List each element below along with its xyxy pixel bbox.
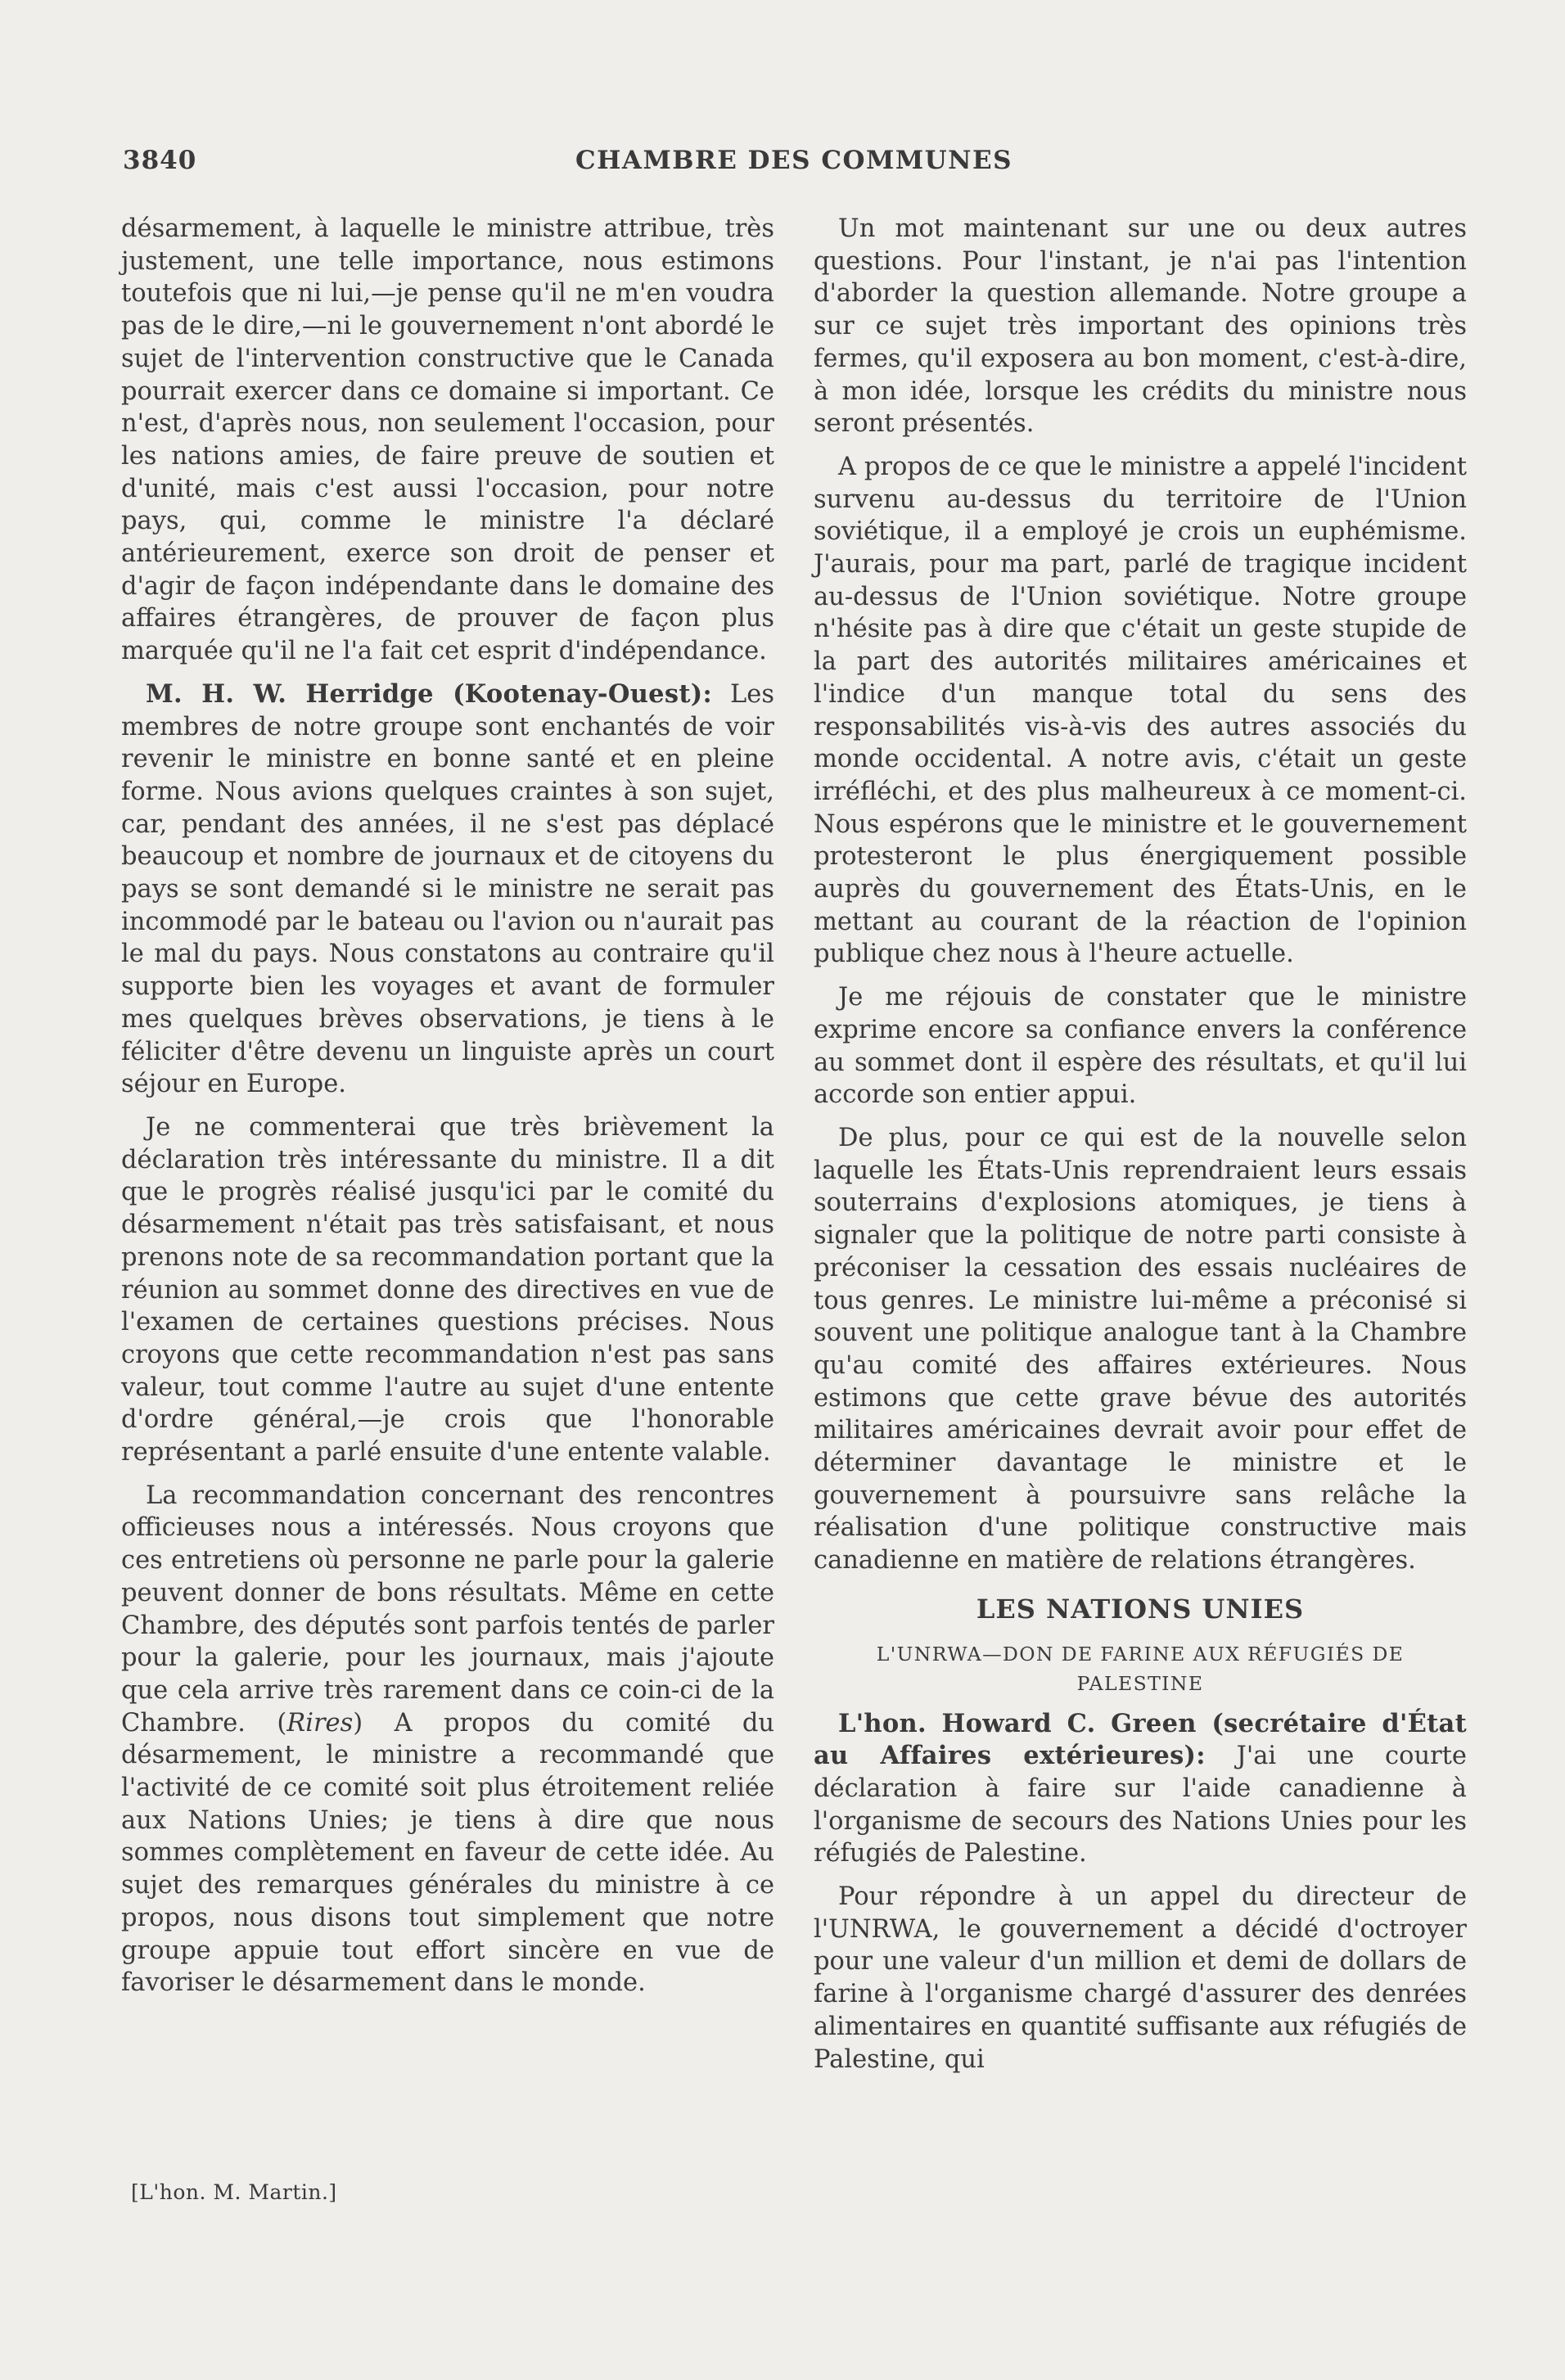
paragraph: désarmement, à laquelle le ministre attribue, très justement, une telle importance, nous estimons toutefois que ni lui,—je pense qu'il ne m'en voudra pas de le dire,—ni le gouvernement n'ont abordé le sujet de l'intervention constructive que le Canada pourrait exercer dans ce domaine si important. Ce n'est, d'après nous, non seulement l'occasion, pour les nations amies, de faire preuve de soutien et d'unité, mais c'est aussi l'occasion, pour notre pays, qui, comme le ministre l'a déclaré antérieurement, exerce son droit de penser et d'agir de façon indépendante dans le domaine des affaires étrangères, de prouver de façon plus marquée qu'il ne l'a fait cet esprit d'indépendance. [121,214,774,666]
paragraph [121,1480,774,1999]
paragraph: Un mot maintenant sur une ou deux autres questions. Pour l'instant, je n'ai pas l'intention d'aborder la question allemande. Notre groupe a sur ce sujet très important des opinions très fermes, qu'il exposera au bon moment, c'est-à-dire, à mon idée, lorsque les crédits du ministre nous seront présentés. [814,214,1467,439]
running-title: CHAMBRE DES COMMUNES [575,146,1013,175]
page-number: 3840 [123,146,197,175]
footer-note: [L'hon. M. Martin.] [131,2180,337,2204]
speech-text: La recommandation concernant des rencontres officieuses nous a intéressés. Nous croyons que ces entretiens où personne ne parle pour la galerie peuvent donner de bons résultats. Même en cette Chambre, des députés sont parfois tentés de parler pour la galerie, pour les journaux, mais j'ajoute que cela arrive très rarement dans ce coin-ci de la Chambre. ( [121,1481,774,1738]
paragraph: Je me réjouis de constater que le ministre exprime encore sa confiance envers la conférence au sommet dont il espère des résultats, et qu'il lui accorde son entier appui. [814,983,1467,1110]
paragraph: A propos de ce que le ministre a appelé l'incident survenu au-dessus du territoire de l'Union soviétique, il a employé je crois un euphémisme. J'aurais, pour ma part, parlé de tragique incident au-dessus de l'Union soviétique. Notre groupe n'hésite pas à dire que c'était un geste stupide de la part des autorités militaires américaines et l'indice d'un manque total du sens des responsabilités vis-à-vis des autres associés du monde occidental. A notre avis, c'était un geste irréfléchi, et des plus malheureux à ce moment-ci. Nous espérons que le ministre et le gouvernement protesteront le plus énergiquement possible auprès du gouvernement des États-Unis, en le mettant au courant de la réaction de l'opinion publique chez nous à l'heure actuelle. [814,452,1467,969]
left-column [121,213,774,2010]
interjection: Rires [286,1708,354,1738]
speaker-name: L'hon. Howard C. Green (secrétaire d'État au Affaires extérieures): [814,1708,1467,1771]
speech-text: ) A propos du comité du désarmement, le ministre a recommandé que l'activité de ce comité soit plus étroitement reliée aux Nations Unies; je tiens à dire que nous sommes complètement en faveur de cette idée. Au sujet des remarques générales du ministre à ce propos, nous disons tout simplement que notre groupe appuie tout effort sincère en vue de favoriser le désarmement dans le monde. [121,1708,775,1998]
paragraph: Pour répondre à un appel du directeur de l'UNRWA, le gouvernement a décidé d'octroyer pour une valeur d'un million et demi de dollars de farine à l'organisme chargé d'assurer des denrées alimentaires en quantité suffisante aux réfugiés de Palestine, qui [814,1882,1467,2074]
paragraph-green [814,1708,1467,1871]
paragraph: Je ne commenterai que très brièvement la déclaration très intéressante du ministre. Il a dit que le progrès réalisé jusqu'ici par le comité du désarmement n'était pas très satisfaisant, et nous prenons note de sa recommandation portant que la réunion au sommet donne des directives en vue de l'examen de certaines questions précises. Nous croyons que cette recommandation n'est pas sans valeur, tout comme l'autre au sujet d'une entente d'ordre général,—je crois que l'honorable représentant a parlé ensuite d'une entente valable. [121,1112,774,1467]
speech-text: J'ai une courte déclaration à faire sur l'aide canadienne à l'organisme de secours des Nations Unies pour les réfugiés de Palestine. [814,1742,1467,1868]
subheading: L'UNRWA—DON DE FARINE AUX RÉFUGIÉS DE PALESTINE [876,1642,1405,1695]
page-header [123,146,1465,185]
speaker-name: M. H. W. Herridge (Kootenay-Ouest): [146,678,713,709]
paragraph-herridge [121,678,774,1101]
speech-text: Les membres de notre groupe sont enchantés de voir revenir le ministre en bonne santé et en pleine forme. Nous avions quelques craintes à son sujet, car, pendant des années, il ne s'est pas déplacé beaucoup et nombre de journaux et de citoyens du pays se sont demandé si le ministre ne serait pas incommodé par le bateau ou l'avion ou n'aurait pas le mal du pays. Nous constatons au contraire qu'il supporte bien les voyages et avant de formuler mes quelques brèves observations, je tiens à le féliciter d'être devenu un linguiste après un court séjour en Europe. [121,679,774,1099]
section-heading: LES NATIONS UNIES [976,1593,1305,1625]
right-column [814,213,1467,2086]
paragraph: De plus, pour ce qui est de la nouvelle selon laquelle les États-Unis reprendraient leurs essais souterrains d'explosions atomiques, je tiens à signaler que la politique de notre parti consiste à préconiser la cessation des essais nucléaires de tous genres. Le ministre lui-même a préconisé si souvent une politique analogue tant à la Chambre qu'au comité des affaires extérieures. Nous estimons que cette grave bévue des autorités militaires américaines devrait avoir pour effet de déterminer davantage le ministre et le gouvernement à poursuivre sans relâche la réalisation d'une politique constructive mais canadienne en matière de relations étrangères. [814,1123,1467,1575]
